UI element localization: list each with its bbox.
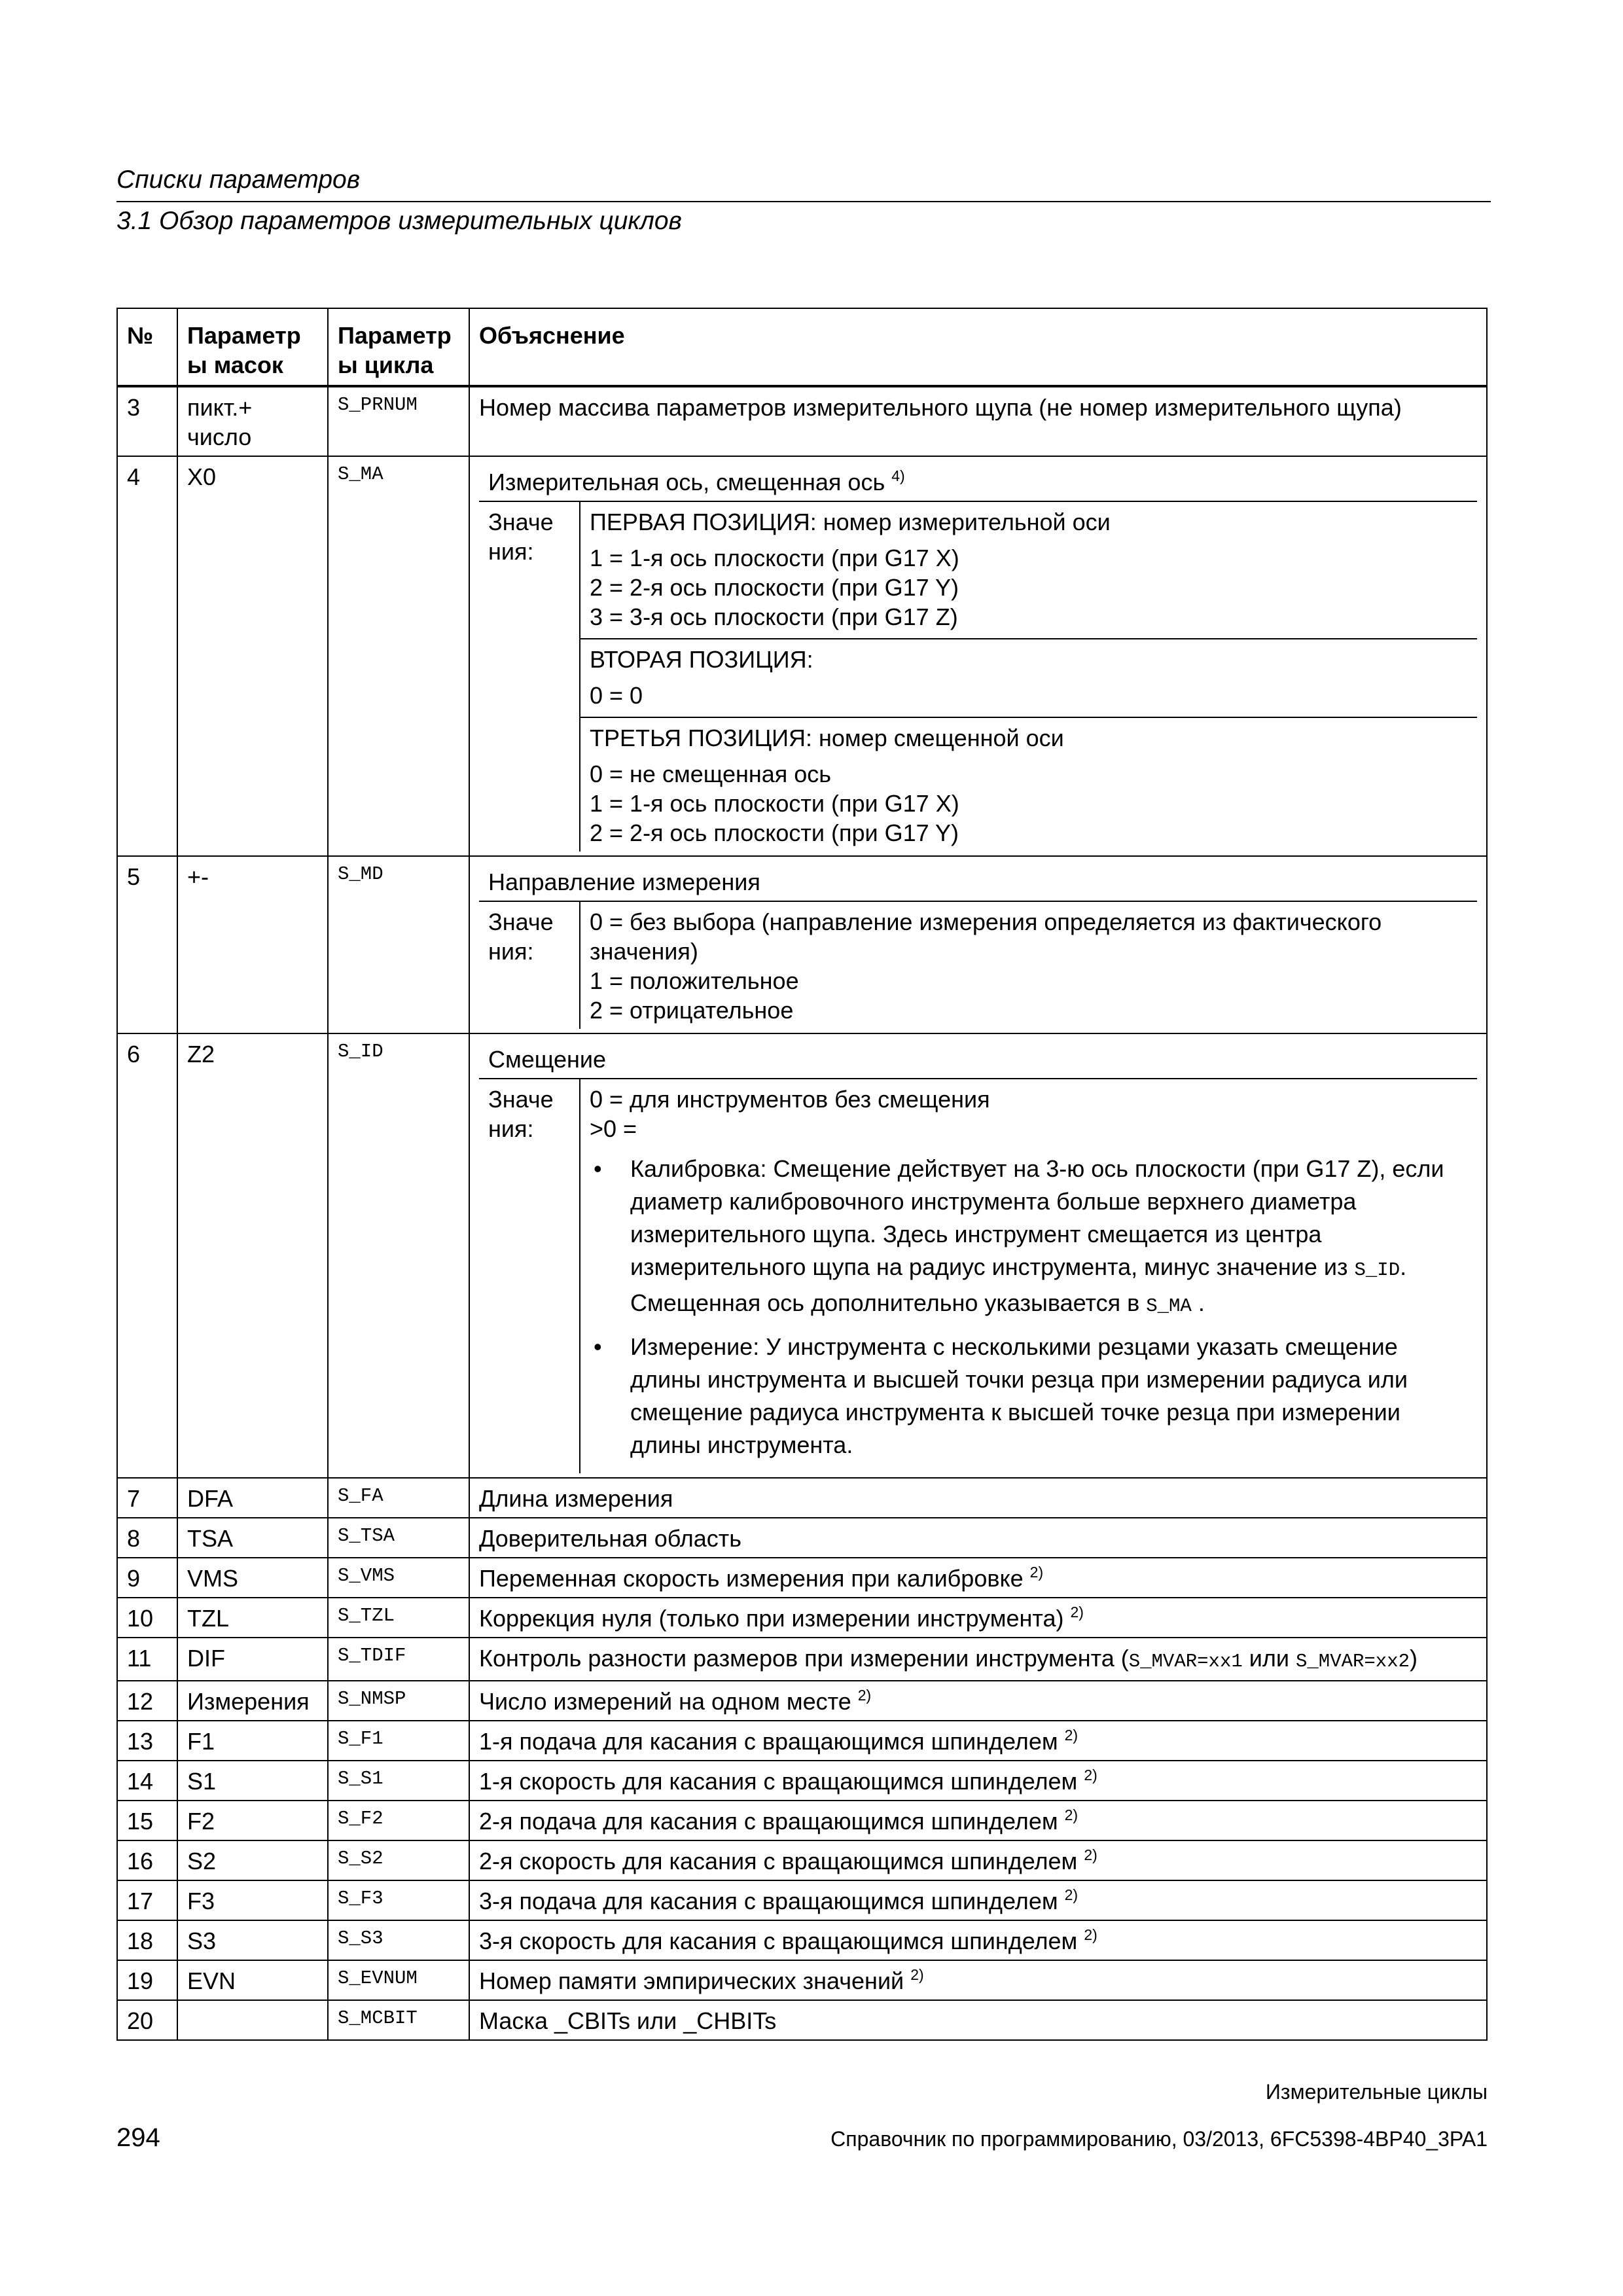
- table-row: [117, 1920, 1487, 1960]
- row-number: 14: [117, 1761, 177, 1801]
- mask-param: пикт.+ число: [177, 386, 328, 456]
- header-divider: [116, 201, 1491, 202]
- mask-param: S3: [177, 1920, 328, 1960]
- footnote-ref: 4): [891, 467, 905, 484]
- page-number: 294: [116, 2123, 160, 2152]
- explanation: Число измерений на одном месте $^{2)}$: [469, 1681, 1487, 1721]
- table-row: [117, 856, 1487, 1033]
- code-ref: S_ID: [1354, 1259, 1400, 1281]
- table-row: [117, 1880, 1487, 1920]
- footnote-ref: 2): [1064, 1727, 1079, 1744]
- explanation: Номер памяти эмпирических значений $^{2)}$: [469, 1960, 1487, 2000]
- cycle-param: S_MCBIT: [328, 2000, 469, 2040]
- explanation: Длина измерения: [469, 1478, 1487, 1518]
- mask-param: TZL: [177, 1598, 328, 1638]
- cycle-param: S_MD: [328, 856, 469, 1033]
- cycle-param: S_TSA: [328, 1518, 469, 1558]
- footnote-ref: 2): [1070, 1604, 1084, 1621]
- block-title: ВТОРАЯ ПОЗИЦИЯ:: [590, 646, 813, 673]
- row-number: 3: [117, 386, 177, 456]
- parameter-table: [116, 308, 1488, 2041]
- row-number: 15: [117, 1801, 177, 1840]
- table-header-row: [117, 308, 1487, 386]
- explanation: 3-я скорость для касания с вращающимся шпинделем $^{2)}$: [469, 1920, 1487, 1960]
- row-number: 8: [117, 1518, 177, 1558]
- values-subtable: [479, 902, 1477, 1029]
- cycle-param: S_F2: [328, 1801, 469, 1840]
- mask-param: DFA: [177, 1478, 328, 1518]
- explanation: 1-я скорость для касания с вращающимся шпинделем $^{2)}$: [469, 1761, 1487, 1801]
- row-number: 17: [117, 1880, 177, 1920]
- chapter-title: Списки параметров: [116, 166, 361, 194]
- cycle-param: S_NMSP: [328, 1681, 469, 1721]
- cycle-param: S_EVNUM: [328, 1960, 469, 2000]
- value-line: 2 = 2-я ось плоскости (при G17 Y): [590, 574, 959, 601]
- explanation: Номер массива параметров измерительного щупа (не номер измерительного щупа): [469, 386, 1487, 456]
- row-number: 19: [117, 1960, 177, 2000]
- cycle-param: S_FA: [328, 1478, 469, 1518]
- mask-param: F1: [177, 1721, 328, 1761]
- bullet-icon: •: [594, 1333, 602, 1360]
- explanation-text: Смещение: [488, 1046, 607, 1073]
- block-title: ПЕРВАЯ ПОЗИЦИЯ: номер измерительной оси: [590, 509, 1111, 535]
- table-row: [117, 1721, 1487, 1761]
- row-number: 11: [117, 1638, 177, 1681]
- col-header-mask-params: Параметр ы масок: [177, 308, 328, 386]
- table-row: [117, 1801, 1487, 1840]
- block-title: ТРЕТЬЯ ПОЗИЦИЯ: номер смещенной оси: [590, 725, 1064, 751]
- table-row: [117, 456, 1487, 856]
- values-subtable: [479, 502, 1477, 852]
- value-line: 1 = положительное: [590, 967, 799, 994]
- footnote-ref: 2): [1084, 1767, 1097, 1784]
- list-item: • Измерение: У инструмента с несколькими резцами указать смещение длины инструмента и высшей точки резца при измерении радиуса или смещение радиуса инструмента к высшей точке резца при измерении длины инструмента.: [630, 1331, 1468, 1462]
- footnote-ref: 2): [1084, 1846, 1097, 1863]
- table-row: [117, 1478, 1487, 1518]
- table-row: [117, 1558, 1487, 1598]
- code-ref: S_MVAR=xx1: [1128, 1651, 1243, 1672]
- table-row: [117, 1598, 1487, 1638]
- value-block: [580, 718, 1477, 852]
- table-row: [117, 386, 1487, 456]
- row-number: 4: [117, 456, 177, 856]
- cycle-param: S_F3: [328, 1880, 469, 1920]
- table-row: [117, 1761, 1487, 1801]
- explanation: 2-я скорость для касания с вращающимся шпинделем $^{2)}$: [469, 1840, 1487, 1880]
- mask-param: F2: [177, 1801, 328, 1840]
- mask-param: F3: [177, 1880, 328, 1920]
- explanation: Переменная скорость измерения при калибровке $^{2)}$: [469, 1558, 1487, 1598]
- value-line: 2 = 2-я ось плоскости (при G17 Y): [590, 819, 959, 846]
- footer-book-title: Измерительные циклы: [1265, 2080, 1488, 2104]
- list-item: • Калибровка: Смещение действует на 3-ю ось плоскости (при G17 Z), если диаметр калибровочного инструмента больше верхнего диаметра измерительного щупа. Здесь инструмент смещается из центра измерительного щупа на радиус инструмента, минус значение из S_ID. Смещенная ось дополнительно указывается в S_MA .: [630, 1153, 1468, 1323]
- bullet-icon: •: [594, 1155, 602, 1182]
- row-number: 20: [117, 2000, 177, 2040]
- value-line: 0 = 0: [590, 682, 643, 709]
- row-number: 9: [117, 1558, 177, 1598]
- bullet-list: [590, 1153, 1468, 1462]
- explanation: Контроль разности размеров при измерении инструмента (S_MVAR=xx1 или S_MVAR=xx2): [469, 1638, 1487, 1681]
- footnote-ref: 2): [1064, 1806, 1079, 1823]
- cycle-param: S_F1: [328, 1721, 469, 1761]
- explanation: Доверительная область: [469, 1518, 1487, 1558]
- col-header-explanation: Объяснение: [469, 308, 1487, 386]
- cycle-param: S_TZL: [328, 1598, 469, 1638]
- explanation-text: Измерительная ось, смещенная ось: [488, 469, 885, 495]
- table-row: [117, 1681, 1487, 1721]
- value-line: 1 = 1-я ось плоскости (при G17 X): [590, 545, 959, 571]
- values-label: Значе ния:: [479, 1079, 580, 1473]
- col-header-cycle-params: Параметр ы цикла: [328, 308, 469, 386]
- row-number: 10: [117, 1598, 177, 1638]
- cycle-param: S_S1: [328, 1761, 469, 1801]
- value-line: 0 = для инструментов без смещения: [590, 1086, 990, 1113]
- row-number: 6: [117, 1033, 177, 1478]
- mask-param: Измерения: [177, 1681, 328, 1721]
- explanation-text: Направление измерения: [488, 869, 760, 895]
- row-number: 5: [117, 856, 177, 1033]
- col-header-no: №: [117, 308, 177, 386]
- value-line: >0 =: [590, 1115, 637, 1142]
- code-ref: S_MVAR=xx2: [1295, 1651, 1410, 1672]
- explanation: Коррекция нуля (только при измерении инструмента) $^{2)}$: [469, 1598, 1487, 1638]
- table-row: [117, 1033, 1487, 1478]
- value-block: [580, 502, 1477, 639]
- values-subtable: [479, 1079, 1477, 1473]
- cycle-param: S_TDIF: [328, 1638, 469, 1681]
- mask-param: X0: [177, 456, 328, 856]
- explanation: 2-я подача для касания с вращающимся шпинделем $^{2)}$: [469, 1801, 1487, 1840]
- section-title: 3.1 Обзор параметров измерительных циклов: [116, 207, 682, 235]
- value-line: 3 = 3-я ось плоскости (при G17 Z): [590, 603, 958, 630]
- explanation: [469, 856, 1487, 1033]
- value-line: 0 = не смещенная ось: [590, 761, 832, 787]
- mask-param: TSA: [177, 1518, 328, 1558]
- explanation: [469, 1033, 1487, 1478]
- row-number: 12: [117, 1681, 177, 1721]
- values-label: Значе ния:: [479, 902, 580, 1029]
- footnote-ref: 2): [1029, 1564, 1044, 1581]
- table-row: [117, 1638, 1487, 1681]
- footnote-ref: 2): [910, 1966, 924, 1983]
- values-label: Значе ния:: [479, 502, 580, 852]
- footnote-ref: 2): [857, 1687, 872, 1704]
- footnote-ref: 2): [1064, 1886, 1079, 1903]
- explanation: 3-я подача для касания с вращающимся шпинделем $^{2)}$: [469, 1880, 1487, 1920]
- table-row: [117, 2000, 1487, 2040]
- mask-param: S1: [177, 1761, 328, 1801]
- code-ref: S_MA: [1146, 1295, 1192, 1317]
- value-line: 0 = без выбора (направление измерения определяется из фактического значения): [590, 908, 1382, 965]
- mask-param: +-: [177, 856, 328, 1033]
- mask-param: DIF: [177, 1638, 328, 1681]
- table-row: [117, 1518, 1487, 1558]
- mask-param: Z2: [177, 1033, 328, 1478]
- value-block: [580, 639, 1477, 718]
- mask-param: [177, 2000, 328, 2040]
- mask-param: VMS: [177, 1558, 328, 1598]
- explanation: [469, 456, 1487, 856]
- footnote-ref: 2): [1084, 1926, 1097, 1943]
- footer-reference: Справочник по программированию, 03/2013, 6FC5398-4BP40_3PA1: [830, 2127, 1488, 2151]
- row-number: 13: [117, 1721, 177, 1761]
- row-number: 7: [117, 1478, 177, 1518]
- cycle-param: S_S2: [328, 1840, 469, 1880]
- explanation: Маска _CBITs или _CHBITs: [469, 2000, 1487, 2040]
- mask-param: S2: [177, 1840, 328, 1880]
- row-number: 16: [117, 1840, 177, 1880]
- row-number: 18: [117, 1920, 177, 1960]
- table-row: [117, 1960, 1487, 2000]
- explanation: 1-я подача для касания с вращающимся шпинделем $^{2)}$: [469, 1721, 1487, 1761]
- cycle-param: S_PRNUM: [328, 386, 469, 456]
- cycle-param: S_MA: [328, 456, 469, 856]
- cycle-param: S_VMS: [328, 1558, 469, 1598]
- table-row: [117, 1840, 1487, 1880]
- value-line: 2 = отрицательное: [590, 997, 794, 1024]
- cycle-param: S_S3: [328, 1920, 469, 1960]
- cycle-param: S_ID: [328, 1033, 469, 1478]
- value-line: 1 = 1-я ось плоскости (при G17 X): [590, 790, 959, 817]
- mask-param: EVN: [177, 1960, 328, 2000]
